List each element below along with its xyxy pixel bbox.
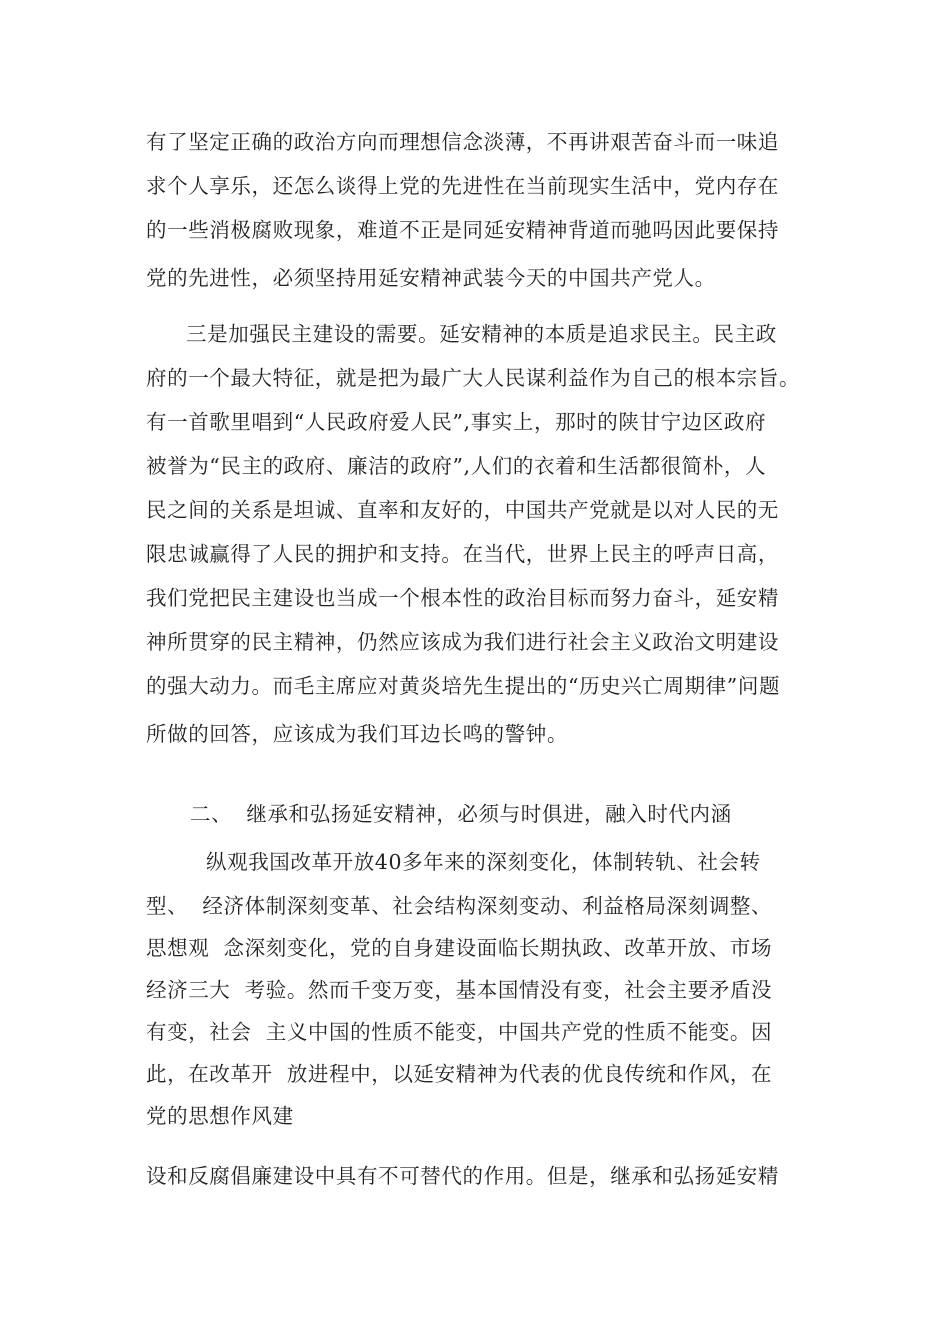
text-line: 有一首歌里唱到“人民政府爱人民”,事实上，那时的陕甘宁边区政府: [146, 410, 767, 434]
text-line: 党的思想作风建: [146, 1104, 294, 1128]
text-line: 所做的回答，应该成为我们耳边长鸣的警钟。: [146, 722, 568, 746]
text-line: 府的一个最大特征，就是把为最广大人民谋利益作为自己的根本宗旨。: [146, 366, 801, 390]
text-line: 被誉为“民主的政府、廉洁的政府”,人们的衣着和生活都很简朴，人: [146, 454, 767, 478]
text-line: 求个人享乐，还怎么谈得上党的先进性在当前现实生活中，党内存在: [146, 174, 779, 198]
paragraph-first-line: 纵观我国改革开放40多年来的深刻变化，体制转轨、社会转: [206, 850, 761, 874]
text-line: 的强大动力。而毛主席应对黄炎培先生提出的“历史兴亡周期律”问题: [146, 674, 781, 698]
text-line: 我们党把民主建设也当成一个根本性的政治目标而努力奋斗，延安精: [146, 586, 779, 610]
text-line: 思想观 念深刻变化，党的自身建设面临长期执政、改革开放、市场: [146, 936, 773, 960]
text-line: 的一些消极腐败现象，难道不正是同延安精神背道而驰吗因此要保持: [146, 218, 779, 242]
text-line: 型、 经济体制深刻变革、社会结构深刻变动、利益格局深刻调整、: [146, 894, 773, 918]
text-line: 此，在改革开 放进程中，以延安精神为代表的优良传统和作风，在: [146, 1062, 773, 1086]
text-line: 神所贯穿的民主精神，仍然应该成为我们进行社会主义政治文明建设: [146, 630, 779, 654]
paragraph-first-line: 三是加强民主建设的需要。延安精神的本质是追求民主。民主政: [186, 322, 777, 346]
text-line: 有了坚定正确的政治方向而理想信念淡薄，不再讲艰苦奋斗而一味追: [146, 130, 779, 154]
text-line: 有变，社会 主义中国的性质不能变，中国共产党的性质不能变。因: [146, 1020, 773, 1044]
text-line: 经济三大 考验。然而千变万变，基本国情没有变，社会主要矛盾没: [146, 978, 773, 1002]
text-line: 限忠诚赢得了人民的拥护和支持。在当代，世界上民主的呼声日高，: [146, 542, 779, 566]
text-line: 设和反腐倡廉建设中具有不可替代的作用。但是，继承和弘扬延安精: [146, 1164, 779, 1188]
text-line: 民之间的关系是坦诚、直率和友好的，中国共产党就是以对人民的无: [146, 498, 779, 522]
text-line: 党的先进性，必须坚持用延安精神武装今天的中国共产党人。: [146, 266, 716, 290]
section-heading: 二、 继承和弘扬延安精神，必须与时俱进，融入时代内涵: [190, 802, 732, 826]
